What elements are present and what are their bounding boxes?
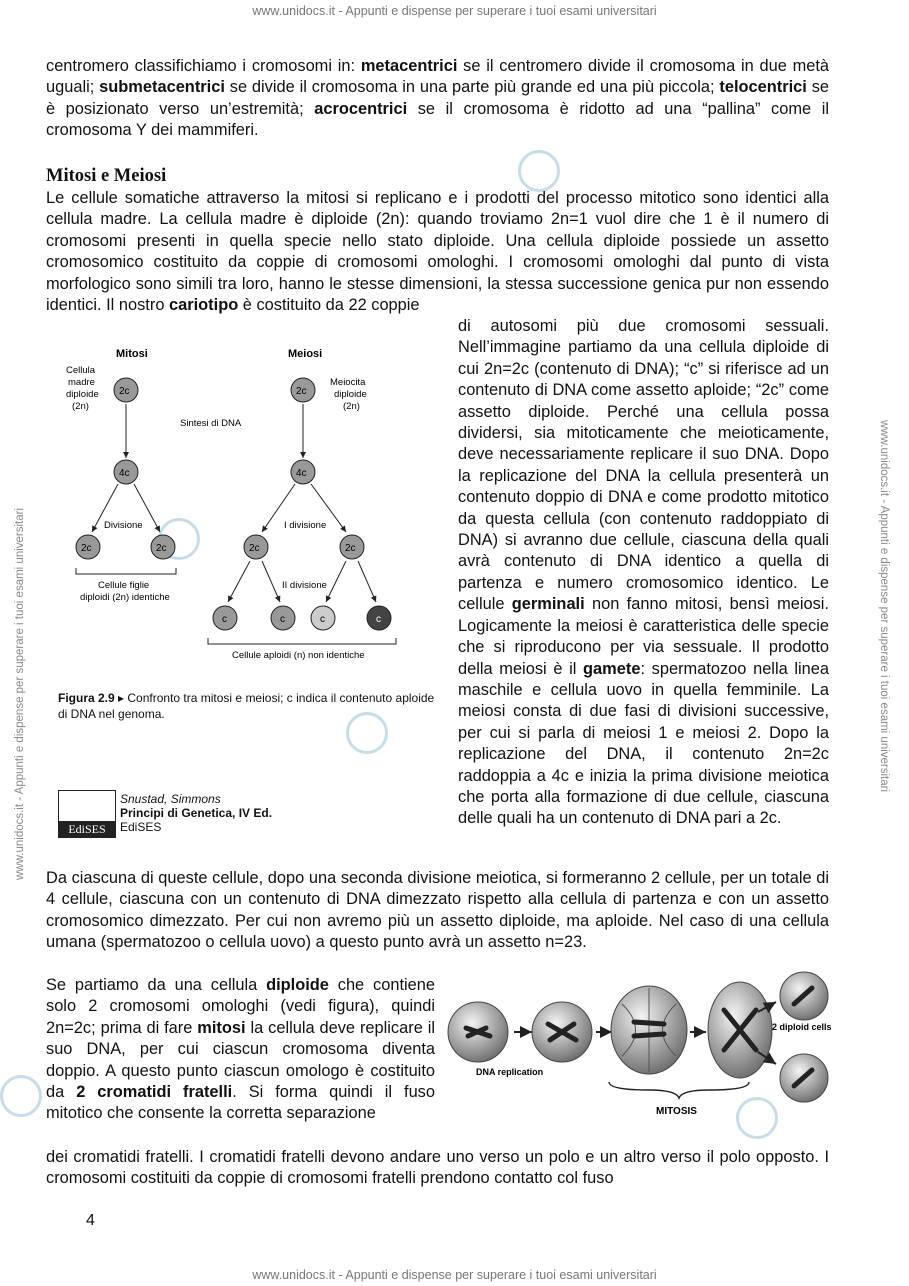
watermark-logo-icon — [0, 1075, 42, 1117]
meiocita-label: Meiocita diploide (2n) — [330, 377, 367, 412]
intro-paragraph: centromero classifichiamo i cromosomi in: metacentrici se il centromero divide il cromosoma in due metà uguali; submetacentrici se divide il cromosoma in una parte più grande ed una più piccola; telocentrici se è posizionato verso un’estremità; acrocentrici se il cromosoma è ridotto ad una “pallina” come il cromosoma Y dei mammiferi. — [46, 57, 830, 140]
meiosi-title: Meiosi — [288, 348, 323, 360]
svg-text:2 diploid cells: 2 diploid cells — [772, 1022, 832, 1032]
watermark-side-right: www.unidocs.it - Appunti e dispense per superare i tuoi esami universitari — [878, 420, 890, 793]
svg-text:4c: 4c — [296, 468, 307, 479]
page-number: 4 — [86, 1212, 95, 1229]
sintesi-label: Sintesi di DNA — [180, 418, 242, 429]
watermark-side-left: www.unidocs.it - Appunti e dispense per superare i tuoi esami universitari — [14, 507, 26, 880]
svg-text:DNA replication: DNA replication — [476, 1067, 544, 1077]
svg-text:2c: 2c — [119, 386, 130, 397]
mitosis-diagram — [444, 970, 844, 1120]
section-title: Mitosi e Meiosi — [46, 166, 167, 186]
mitosis-meiosis-figure — [58, 340, 438, 685]
cell-madre-label: Cellula madre diploide (2n) — [66, 365, 99, 412]
paragraph-wrap-left: Se partiamo da una cellula diploide che contiene solo 2 cromosomi omologhi (vedi figura), quindi 2n=2c; prima di fare mitosi la cellula deve replicare il suo DNA, per cui ciascun cromosoma diventa doppio. A questo punto ciascun omologo è costituito da 2 cromatidi fratelli. Si forma quindi il fuso mitotico che consente la corretta separazione — [46, 976, 435, 1123]
book-credit: EdiSES Snustad, Simmons Principi di Genetica, IV Ed. EdiSES — [58, 790, 438, 840]
svg-text:MITOSIS: MITOSIS — [656, 1106, 697, 1117]
paragraph-after: Da ciascuna di queste cellule, dopo una seconda divisione meiotica, si formeranno 2 cellule, per un totale di 4 cellule, ciascuna con un contenuto di DNA dimezzato rispetto alla cellula di partenza e con un assetto cromosomico dimezzato. Per cui non avremo più un assetto diploide, ma aploide. Nel caso di una cellula umana (spermatozoo o cellula uovo) a questo punto avrà un assetto n=23. — [46, 869, 829, 952]
svg-text:II divisione: II divisione — [282, 580, 327, 591]
svg-text:c: c — [376, 614, 381, 625]
paragraph-wrap-right: di autosomi più due cromosomi sessuali. Nell’immagine partiamo da una cellula diploide di cui 2n=2c (contenuto di DNA); “c” si riferisce ad un contenuto di DNA come assetto aploide; “2c” come assetto diploide. Perché una cellula possa dividersi, sia mitoticamente che meioticamente, deve necessariamente replicare il suo DNA. Dopo la replicazione del DNA la cellula presenterà un contenuto doppio di DNA e come prodotto mitotico da questa cellula (con contenuto raddoppiato di DNA) si avranno due cellule, ciascuna della quali avrà contenuto di DNA identico a quella di partenza e numero cromosomico identico. Le cellule germinali non fanno mitosi, bensì meiosi. Logicamente la meiosi è caratteristica delle specie che si riproducono per via sessuale. Il prodotto della meiosi è il gamete: spermatozoo nella linea maschile e cellula uovo in quella femminile. La meiosi consta di due fasi di divisioni successive, per cui si parla di meiosi 1 e meiosi 2. Dopo la replicazione del DNA, il contenuto 2n=2c raddoppia a 4c e inizia la prima divisione meiotica che porta alla formazione di due cellule, ciascuna delle quali ha un contenuto di DNA pari a 2c. — [458, 317, 830, 828]
svg-text:c: c — [280, 614, 285, 625]
svg-text:2c: 2c — [345, 543, 356, 554]
paragraph-final: dei cromatidi fratelli. I cromatidi fratelli devono andare uno verso un polo e un altro verso il polo opposto. I cromosomi costituiti da coppie di cromosomi fratelli prendono contatto col fuso — [46, 1148, 829, 1188]
svg-text:c: c — [222, 614, 227, 625]
figure-caption: Figura 2.9 ▸ Confronto tra mitosi e meiosi; c indica il contenuto aploide di DNA nel genoma. — [58, 691, 435, 721]
watermark-logo-icon — [518, 150, 560, 192]
mitosi-title: Mitosi — [116, 348, 148, 360]
svg-text:4c: 4c — [119, 468, 130, 479]
svg-text:Cellule figliediploidi (2n) id: Cellule figlie diploidi (2n) identiche — [80, 580, 170, 603]
svg-text:2c: 2c — [296, 386, 307, 397]
svg-text:2c: 2c — [156, 543, 167, 554]
svg-text:I divisione: I divisione — [284, 520, 327, 531]
svg-text:2c: 2c — [81, 543, 92, 554]
svg-text:Cellule aploidi (n) non identi: Cellule aploidi (n) non identiche — [232, 650, 365, 661]
svg-text:2c: 2c — [249, 543, 260, 554]
watermark-header: www.unidocs.it - Appunti e dispense per superare i tuoi esami universitari — [252, 4, 657, 18]
paragraph-mitosi: Le cellule somatiche attraverso la mitosi si replicano e i prodotti del processo mitotico sono identici alla cellula madre. La cellula madre è diploide (2n): quando troviamo 2n=1 vuol dire che 1 è il numero di cromosomi presenti in quella specie nello stato diploide. Una cellula diploide possiede un assetto cromosomico costituito da coppie di cromosomi omologhi. I cromosomi omologhi dal punto di vista morfologico sono simili tra loro, hanno le stesse dimensioni, la stessa successione genica pur non essendo identici. Il nostro cariotipo è costituito da 22 coppie — [46, 189, 829, 315]
svg-text:Divisione: Divisione — [104, 520, 143, 531]
edises-logo: EdiSES — [58, 790, 116, 838]
svg-text:c: c — [320, 614, 325, 625]
watermark-footer: www.unidocs.it - Appunti e dispense per superare i tuoi esami universitari — [252, 1268, 657, 1282]
